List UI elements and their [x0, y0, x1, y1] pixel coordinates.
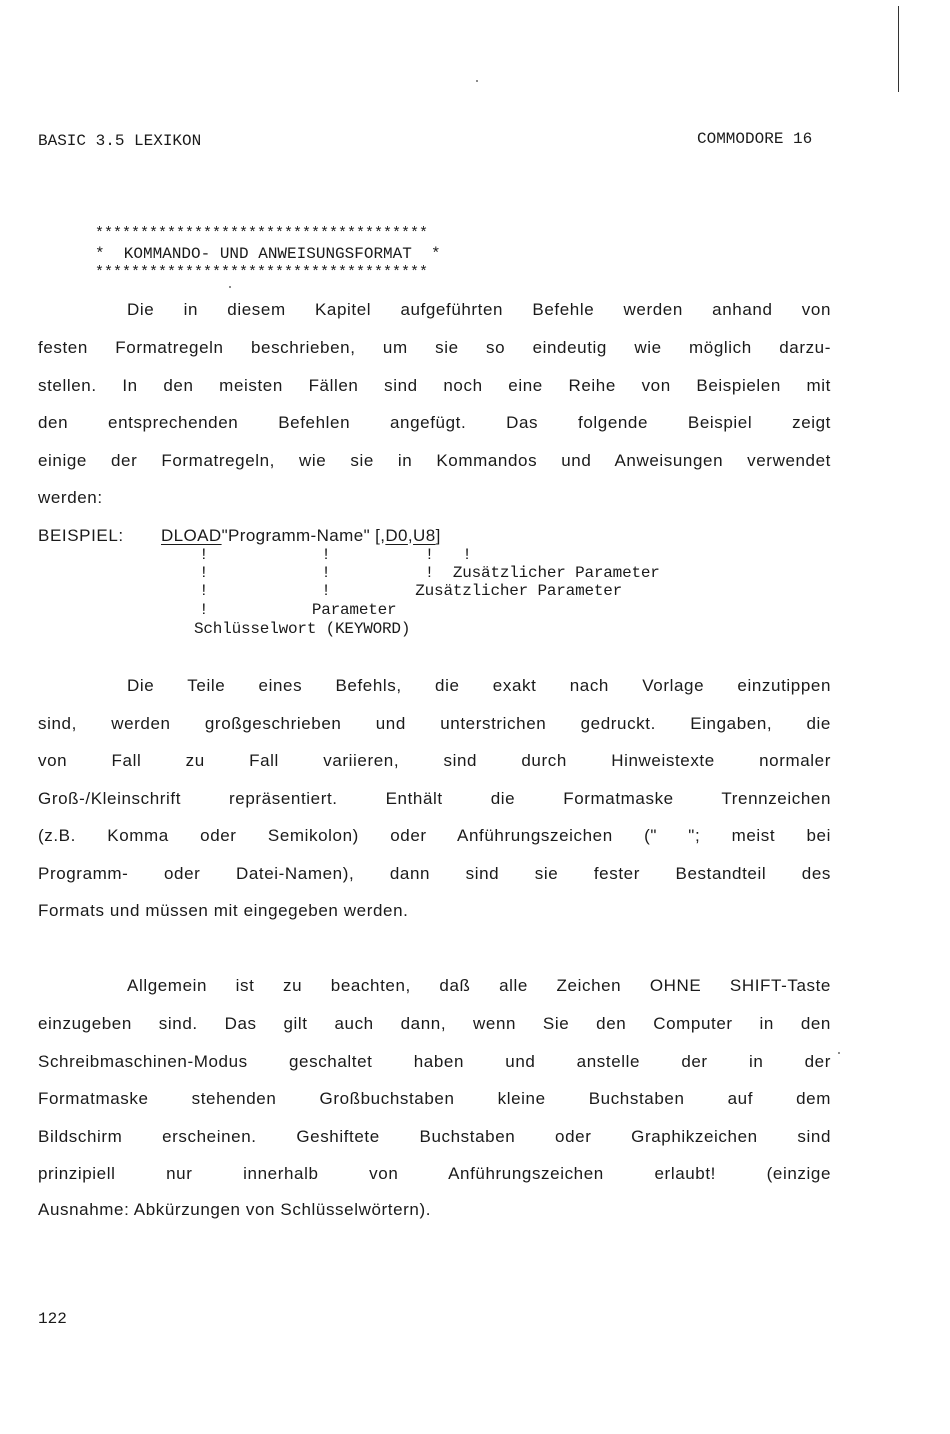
text-line: Die in diesem Kapitel aufgeführten Befehle werden anhand von	[127, 300, 831, 319]
text-line: einzugeben sind. Das gilt auch dann, wenn Sie den Computer in den	[38, 1014, 831, 1033]
scan-speck	[476, 80, 478, 82]
marker-row: ! ! ! !	[199, 546, 472, 564]
marker-row: ! ! Zusätzlicher Parameter	[199, 582, 623, 600]
argument-name: "Programm-Name" [,	[221, 526, 386, 545]
asterisk-border-bottom: *************************************	[95, 264, 429, 281]
option-drive: D0	[385, 526, 408, 545]
text-line: (z.B. Komma oder Semikolon) oder Anführungszeichen (" "; meist bei	[38, 826, 831, 845]
text-line: werden:	[38, 488, 103, 507]
text-line: festen Formatregeln beschrieben, um sie so eindeutig wie möglich darzu-	[38, 338, 831, 357]
text-line: einige der Formatregeln, wie sie in Kommandos und Anweisungen verwendet	[38, 451, 831, 470]
page-number: 122	[38, 1310, 67, 1328]
asterisk-border-top: *************************************	[95, 225, 429, 242]
text-line: stellen. In den meisten Fällen sind noch eine Reihe von Beispielen mit	[38, 376, 831, 395]
text-line: Formats und müssen mit eingegeben werden.	[38, 901, 409, 920]
margin-rule	[898, 6, 899, 92]
running-header-right: COMMODORE 16	[697, 130, 813, 148]
text-line: von Fall zu Fall variieren, sind durch Hinweistexte normaler	[38, 751, 831, 770]
text-line: Die Teile eines Befehls, die exakt nach Vorlage einzutippen	[127, 676, 831, 695]
text-line: Schreibmaschinen-Modus geschaltet haben und anstelle der in der	[38, 1052, 831, 1071]
running-header-left: BASIC 3.5 LEXIKON	[38, 132, 202, 150]
scan-speck	[838, 1052, 840, 1054]
keyword-dload: DLOAD	[161, 526, 222, 545]
text-line: prinzipiell nur innerhalb von Anführungszeichen erlaubt! (einzige	[38, 1164, 831, 1183]
text-line: Programm- oder Datei-Namen), dann sind sie fester Bestandteil des	[38, 864, 831, 883]
option-separator: ,	[407, 526, 414, 545]
option-unit: U8	[413, 526, 436, 545]
text-line: Formatmaske stehenden Großbuchstaben kleine Buchstaben auf dem	[38, 1089, 831, 1108]
text-line: Groß-/Kleinschrift repräsentiert. Enthält die Formatmaske Trennzeichen	[38, 789, 831, 808]
marker-row: Schlüsselwort (KEYWORD)	[194, 620, 411, 638]
text-line: Ausnahme: Abkürzungen von Schlüsselwörtern).	[38, 1200, 432, 1219]
example-syntax-line	[161, 526, 441, 546]
option-close: ]	[435, 526, 441, 545]
text-line: Allgemein ist zu beachten, daß alle Zeichen OHNE SHIFT-Taste	[127, 976, 831, 995]
example-label: BEISPIEL:	[38, 526, 124, 545]
marker-row: ! ! ! Zusätzlicher Parameter	[199, 564, 660, 582]
text-line: Bildschirm erscheinen. Geshiftete Buchstaben oder Graphikzeichen sind	[38, 1127, 831, 1146]
scan-speck	[229, 286, 231, 288]
text-line: sind, werden großgeschrieben und unterstrichen gedruckt. Eingaben, die	[38, 714, 831, 733]
section-title: * KOMMANDO- UND ANWEISUNGSFORMAT *	[95, 245, 441, 263]
text-line: den entsprechenden Befehlen angefügt. Das folgende Beispiel zeigt	[38, 413, 831, 432]
marker-row: ! Parameter	[199, 601, 397, 619]
